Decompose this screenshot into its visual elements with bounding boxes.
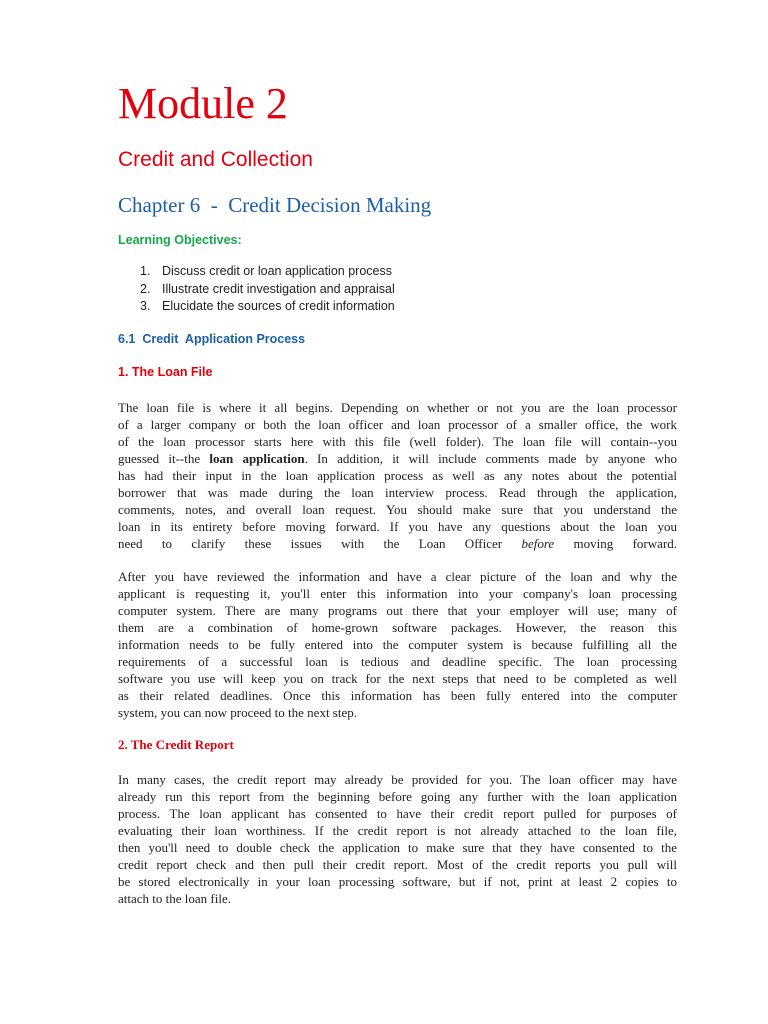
credit-report-heading: 2. The Credit Report xyxy=(118,737,234,752)
loan-file-heading: 1. The Loan File xyxy=(118,365,213,379)
section-heading: 6.1 Credit Application Process xyxy=(118,332,306,346)
objective-item: 1. Discuss credit or loan application process xyxy=(140,264,392,278)
learning-objectives-heading: Learning Objectives: xyxy=(118,233,242,247)
credit-report-paragraph-1: In many cases, the credit report may already be provided for you. The loan officer may have already run this report from the beginning before going any further with the loan application process. The loan applicant has consented to have their credit report pulled for purposes of evaluating their loan worthiness. If the credit report is not already attached to the loan file, then you'll need to double check the application to make sure that they have consented to the credit report check and then pull their credit report. Most of the credit reports you pull will be stored electronically in your loan processing software, but if not, print at least 2 copies to attach to the loan file. xyxy=(118,772,677,906)
objective-item: 2. Illustrate credit investigation and appraisal xyxy=(140,281,395,296)
learning-objectives-list xyxy=(140,263,395,316)
loan-file-paragraph-1: The loan file is where it all begins. Depending on whether or not you are the loan processor of a larger company or both the loan officer and loan processor of a smaller office, the work of the loan processor starts here with this file (well folder). The loan file will contain--you guessed it--the loan application. In addition, it will include comments made by anyone who has had their input in the loan application process as well as any notes about the potential borrower that was made during the loan interview process. Read through the application, comments, notes, and overall loan request. You should make sure that you understand the loan in its entirety before moving forward. If you have any questions about the loan you need to clarify these issues with the Loan Officer before moving forward. xyxy=(118,400,677,551)
loan-file-paragraph-2: After you have reviewed the information and have a clear picture of the loan and why the applicant is requesting it, you'll enter this information into your company's loan processing computer system. There are many programs out there that your employer will use; many of them are a combination of home-grown software packages. However, the reason this information needs to be fully entered into the computer system is because fulfilling all the requirements of a successful loan is tedious and deadline specific. The loan processing software you use will keep you on track for the next steps that need to be completed as well as their related deadlines. Once this information has been fully entered into the computer system, you can now proceed to the next step. xyxy=(118,569,677,720)
module-title: Module 2 xyxy=(118,79,288,128)
loan-application-term: loan application xyxy=(209,451,305,466)
before-term: before xyxy=(521,536,555,551)
objective-item: 3. Elucidate the sources of credit information xyxy=(140,299,395,313)
chapter-title: Chapter 6 - Credit Decision Making xyxy=(118,193,432,217)
document-subtitle: Credit and Collection xyxy=(118,148,313,171)
